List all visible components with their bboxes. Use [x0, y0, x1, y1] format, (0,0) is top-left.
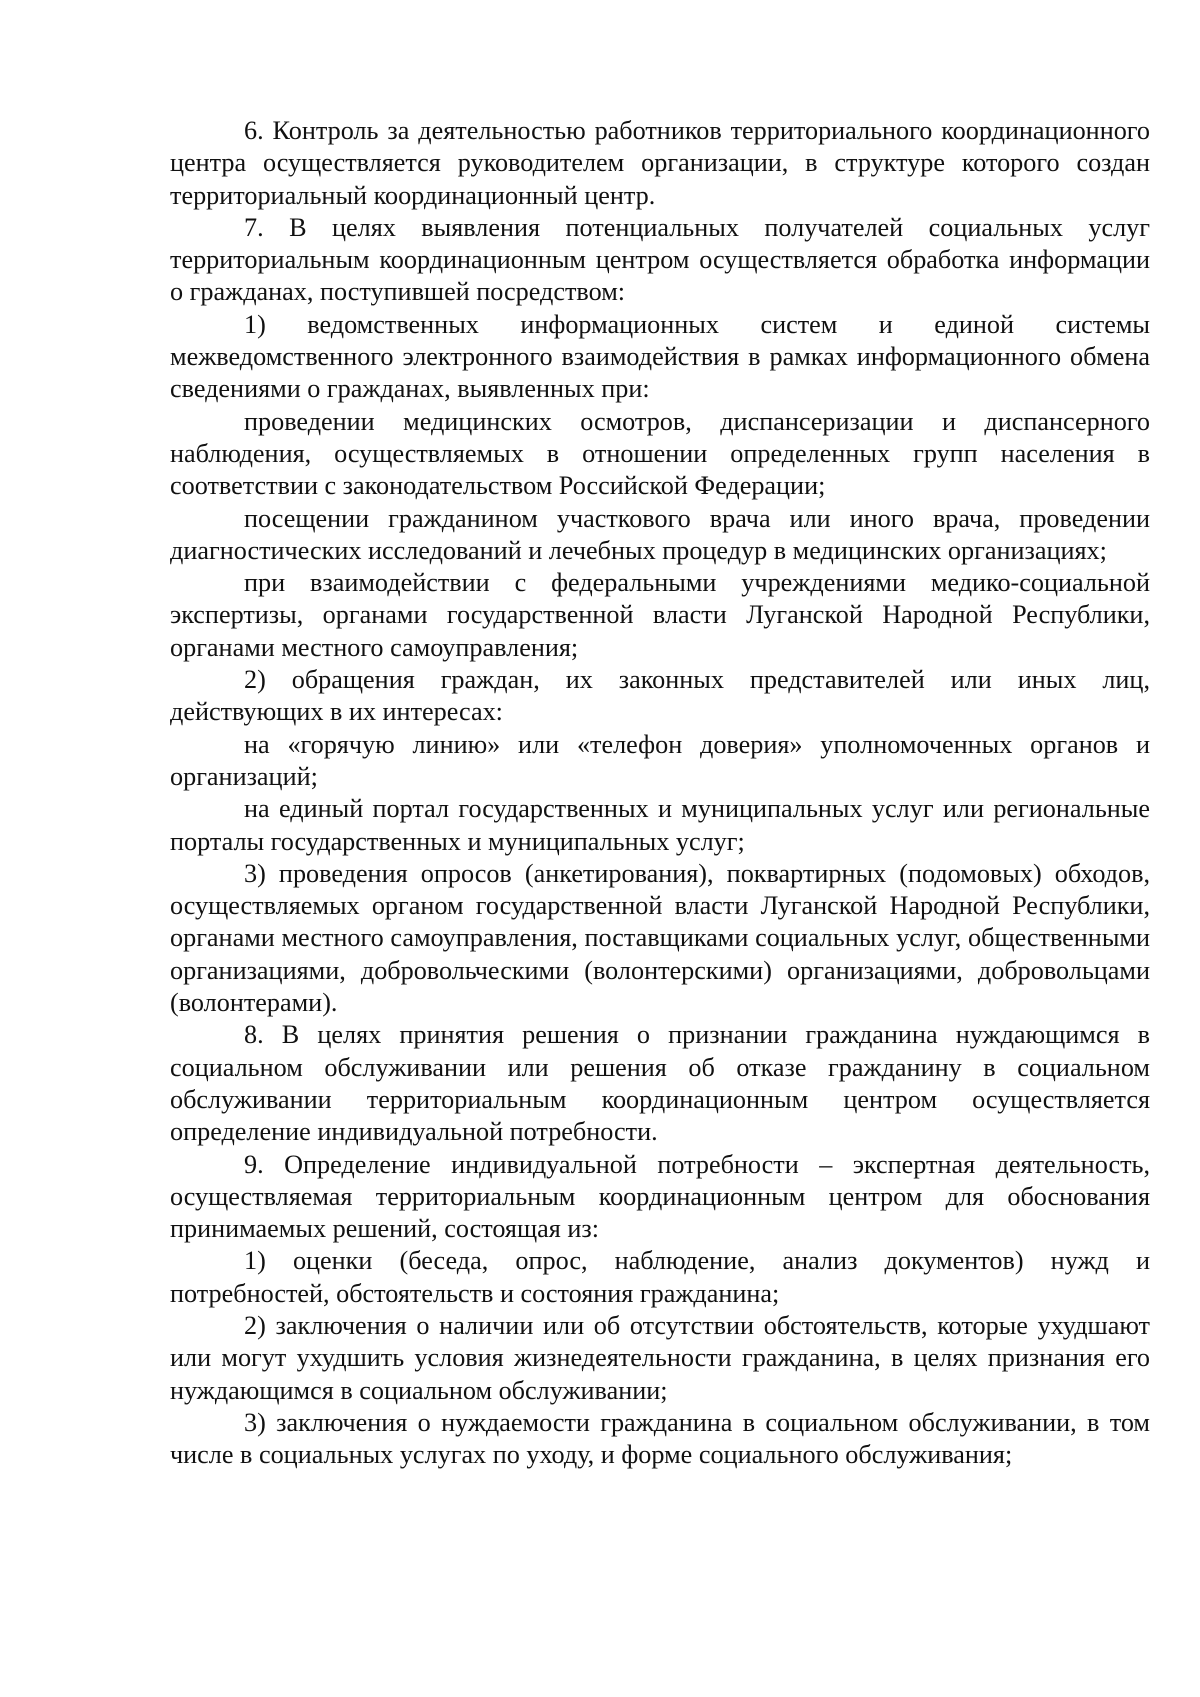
- paragraph-7: 7. В целях выявления потенциальных получателей социальных услуг территориальным координационным центром осуществляется обработка информации о гражданах, поступившей посредством:: [170, 212, 1150, 307]
- item-9-3: 3) заключения о нуждаемости гражданина в социальном обслуживании, в том числе в социальных услугах по уходу, и форме социального обслуживания;: [170, 1407, 1150, 1470]
- item-7-1-interaction: при взаимодействии с федеральными учреждениями медико-социальной экспертизы, органами государственной власти Луганской Народной Республики, органами местного самоуправления;: [170, 568, 1150, 662]
- item-7-1-doctor-visits: посещении гражданином участкового врача или иного врача, проведении диагностических исследований и лечебных процедур в медицинских организациях;: [170, 503, 1150, 565]
- paragraph-9: 9. Определение индивидуальной потребности – экспертная деятельность, осуществляемая территориальным координационным центром для обоснования принимаемых решений, состоящая из:: [170, 1149, 1150, 1244]
- item-9-2: 2) заключения о наличии или об отсутствии обстоятельств, которые ухудшают или могут ухудшить условия жизнедеятельности гражданина, в целях признания его нуждающимся в социальном обслуживании;: [170, 1310, 1150, 1405]
- item-7-2: 2) обращения граждан, их законных представителей или иных лиц, действующих в их интересах:: [170, 665, 1150, 727]
- document-body: [170, 115, 1150, 1471]
- item-9-1: 1) оценки (беседа, опрос, наблюдение, анализ документов) нужд и потребностей, обстоятельств и состояния гражданина;: [170, 1246, 1150, 1308]
- item-7-2-portal: на единый портал государственных и муниципальных услуг или региональные порталы государственных и муниципальных услуг;: [170, 794, 1150, 856]
- item-7-2-hotline: на «горячую линию» или «телефон доверия» уполномоченных органов и организаций;: [170, 729, 1150, 791]
- paragraph-8: 8. В целях принятия решения о признании гражданина нуждающимся в социальном обслуживании или решения об отказе гражданину в социальном обслуживании территориальным координационным центром осуществляется определение индивидуальной потребности.: [170, 1020, 1150, 1147]
- item-7-1: 1) ведомственных информационных систем и единой системы межведомственного электронного взаимодействия в рамках информационного обмена сведениями о гражданах, выявленных при:: [170, 309, 1150, 404]
- item-7-1-medical-exams: проведении медицинских осмотров, диспансеризации и диспансерного наблюдения, осуществляемых в отношении определенных групп населения в соответствии с законодательством Российской Федерации;: [170, 406, 1150, 501]
- item-7-3: 3) проведения опросов (анкетирования), поквартирных (подомовых) обходов, осуществляемых органом государственной власти Луганской Народной Республики, органами местного самоуправления, поставщиками социальных услуг, общественными организациями, добровольческими (волонтерскими) организациями, добровольцами (волонтерами).: [170, 858, 1150, 1018]
- paragraph-6: 6. Контроль за деятельностью работников территориального координационного центра осуществляется руководителем организации, в структуре которого создан территориальный координационный центр.: [170, 116, 1150, 210]
